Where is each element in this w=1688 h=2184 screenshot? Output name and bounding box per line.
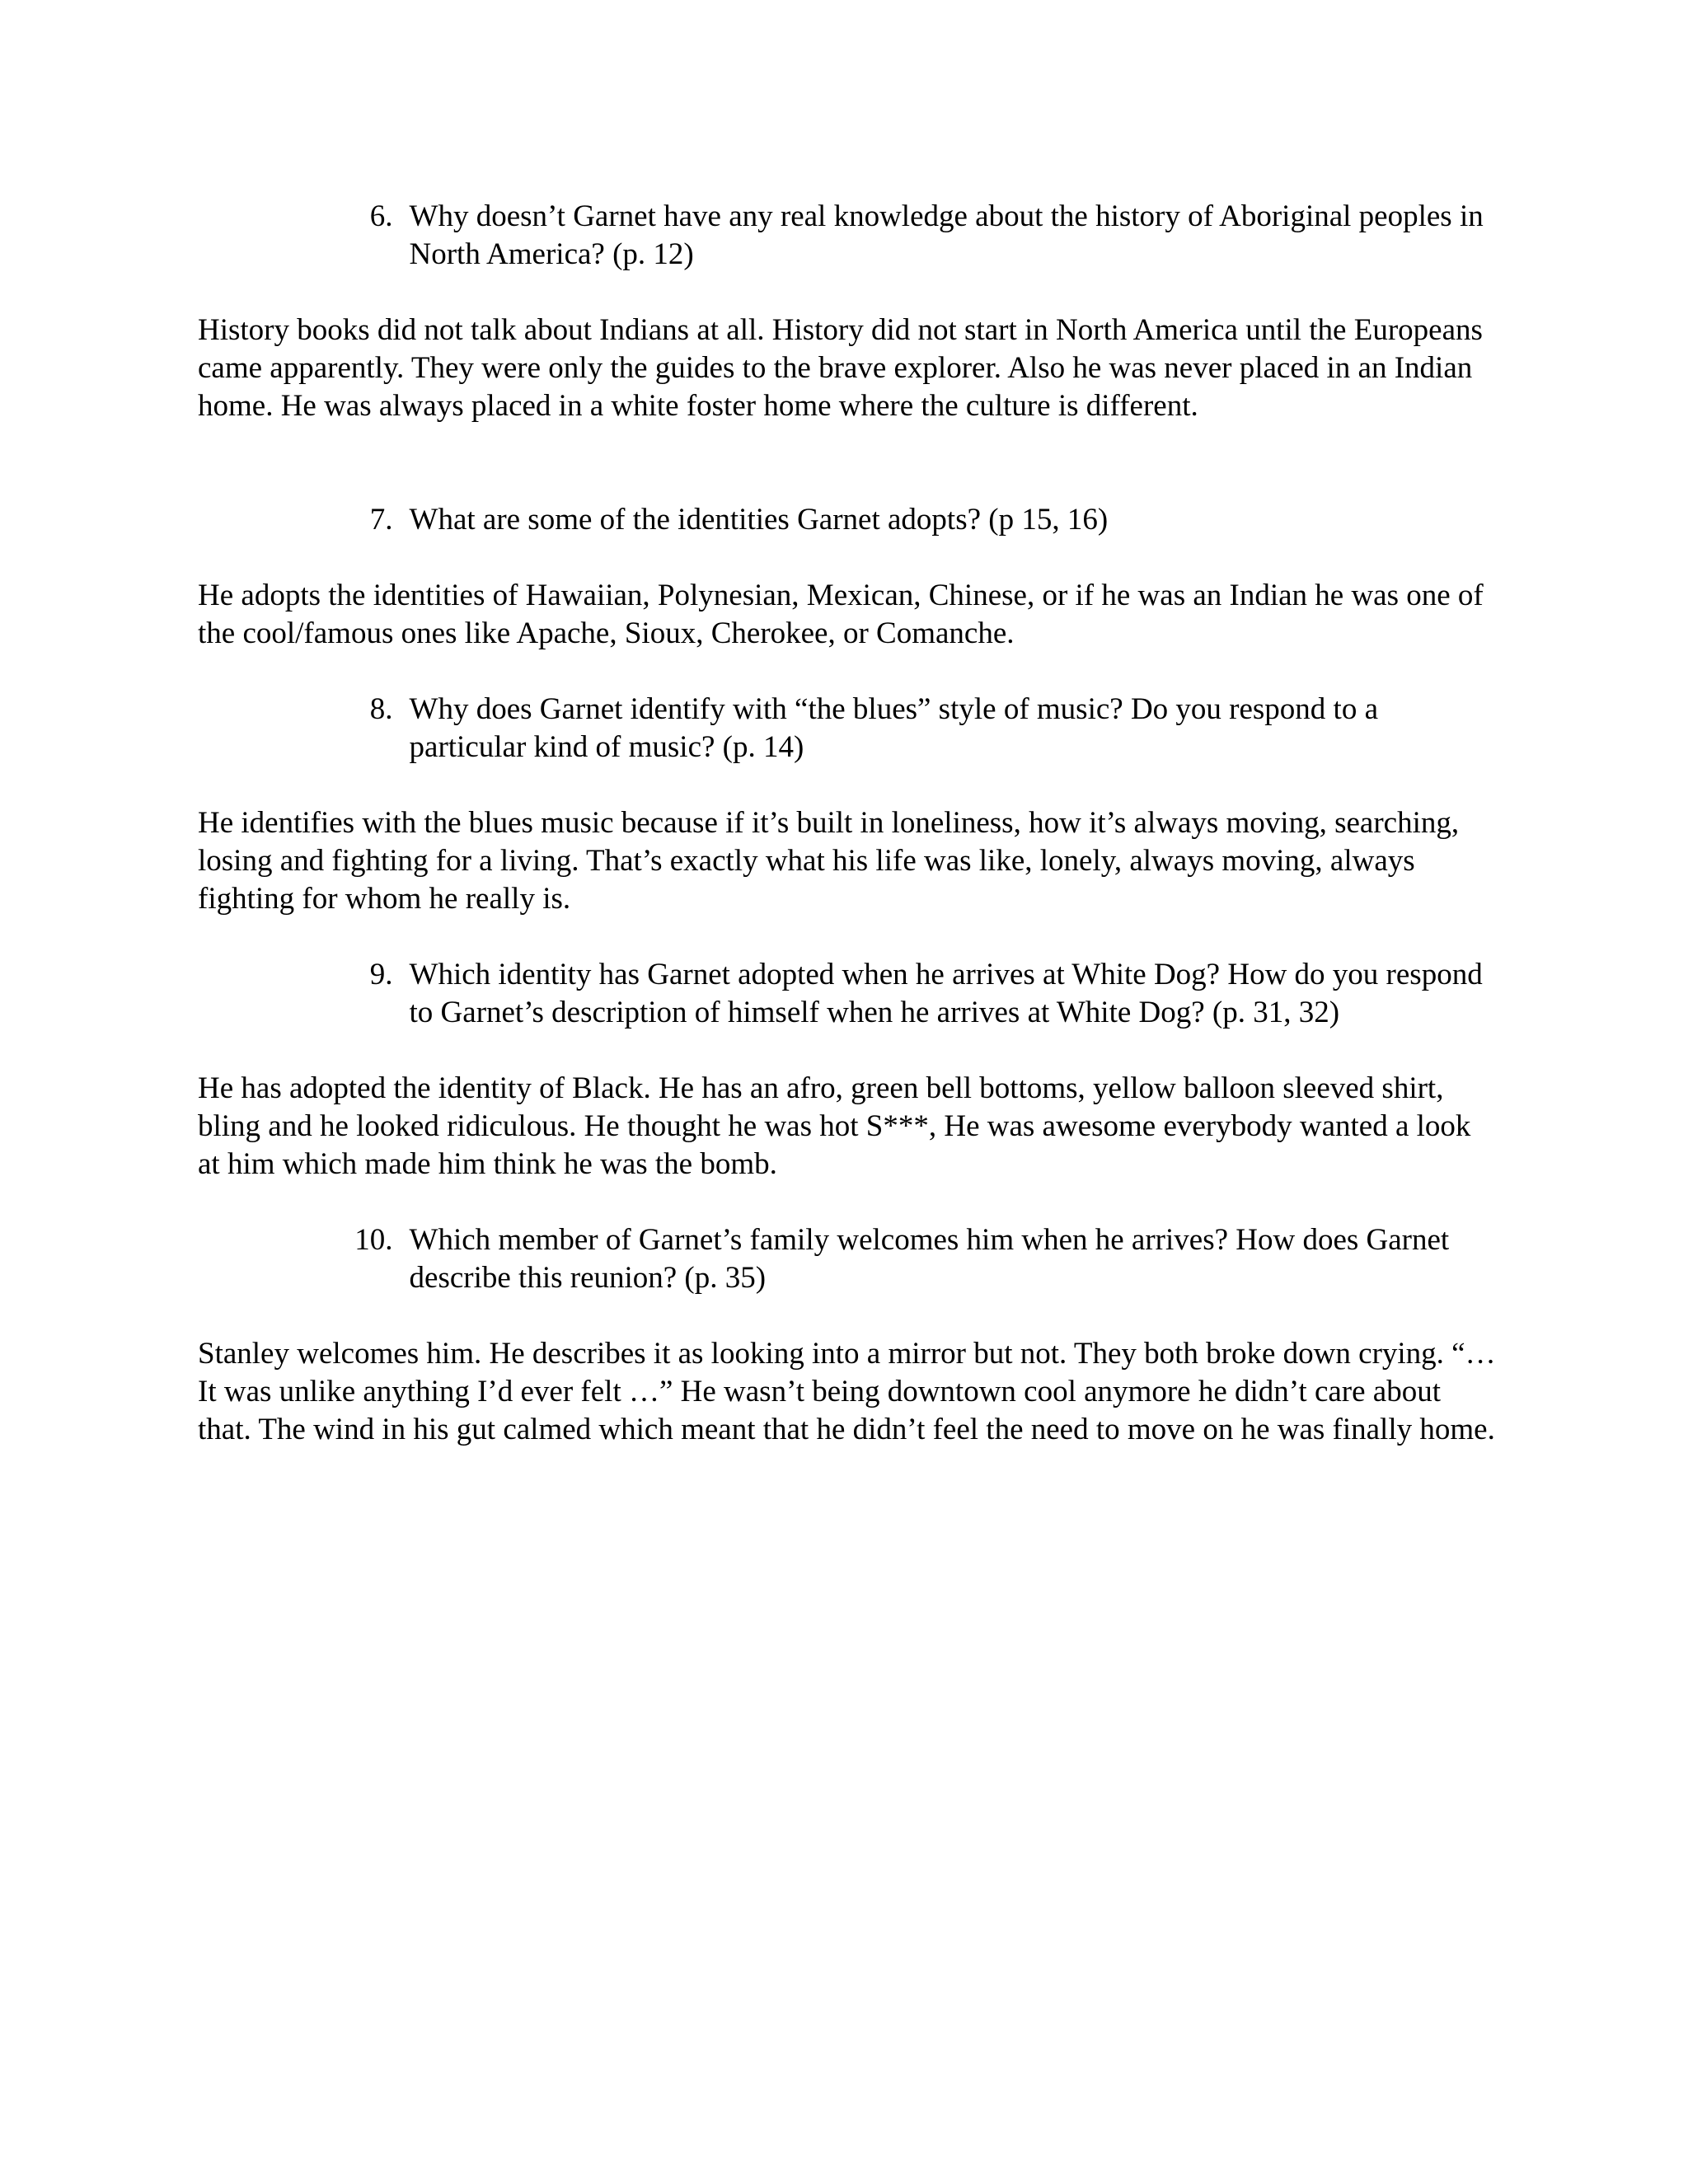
answer-text: He adopts the identities of Hawaiian, Polynesian, Mexican, Chinese, or if he was an Indian he was one of the cool/famous ones like Apache, Sioux, Cherokee, or Comanche.	[198, 579, 1484, 650]
question-10	[198, 1221, 1500, 1297]
question-text: Why does Garnet identify with “the blues” style of music? Do you respond to a particular kind of music? (p. 14)	[409, 692, 1379, 764]
question-number: 9.	[369, 958, 393, 991]
answer-9	[198, 1070, 1500, 1183]
answer-text: Stanley welcomes him. He describes it as looking into a mirror but not. They both broke down crying. “… It was unlike anything I’d ever felt …” He wasn’t being downtown cool anymore he didn’t care about that. The wind in his gut calmed which meant that he didn’t feel the need to move on he was finally home.	[198, 1337, 1496, 1446]
question-text: Which identity has Garnet adopted when he arrives at White Dog? How do you respond to Garnet’s description of himself when he arrives at White Dog? (p. 31, 32)	[409, 958, 1483, 1029]
question-number: 6.	[369, 199, 393, 233]
answer-6	[198, 312, 1500, 425]
question-7	[198, 501, 1500, 539]
answer-text: History books did not talk about Indians at all. History did not start in North America until the Europeans came apparently. They were only the guides to the brave explorer. Also he was never placed in an Indian home. He was always placed in a white foster home where the culture is different.	[198, 313, 1483, 423]
question-text: Why doesn’t Garnet have any real knowledge about the history of Aboriginal peoples in North America? (p. 12)	[409, 199, 1484, 271]
question-number: 10.	[354, 1223, 393, 1257]
question-number: 7.	[369, 503, 393, 537]
question-text: Which member of Garnet’s family welcomes him when he arrives? How does Garnet describe this reunion? (p. 35)	[409, 1223, 1450, 1295]
answer-text: He has adopted the identity of Black. He has an afro, green bell bottoms, yellow balloon sleeved shirt, bling and he looked ridiculous. He thought he was hot S***, He was awesome everybody wanted a look at him which made him think he was the bomb.	[198, 1071, 1471, 1181]
answer-10	[198, 1335, 1500, 1449]
question-8	[198, 691, 1500, 766]
question-number: 8.	[369, 692, 393, 726]
answer-8	[198, 804, 1500, 918]
question-9	[198, 956, 1500, 1032]
question-6	[198, 198, 1500, 274]
answer-7	[198, 577, 1500, 653]
answer-text: He identifies with the blues music because if it’s built in loneliness, how it’s always moving, searching, losing and fighting for a living. That’s exactly what his life was like, lonely, always moving, always fighting for whom he really is.	[198, 806, 1460, 916]
question-text: What are some of the identities Garnet adopts? (p 15, 16)	[409, 503, 1109, 537]
